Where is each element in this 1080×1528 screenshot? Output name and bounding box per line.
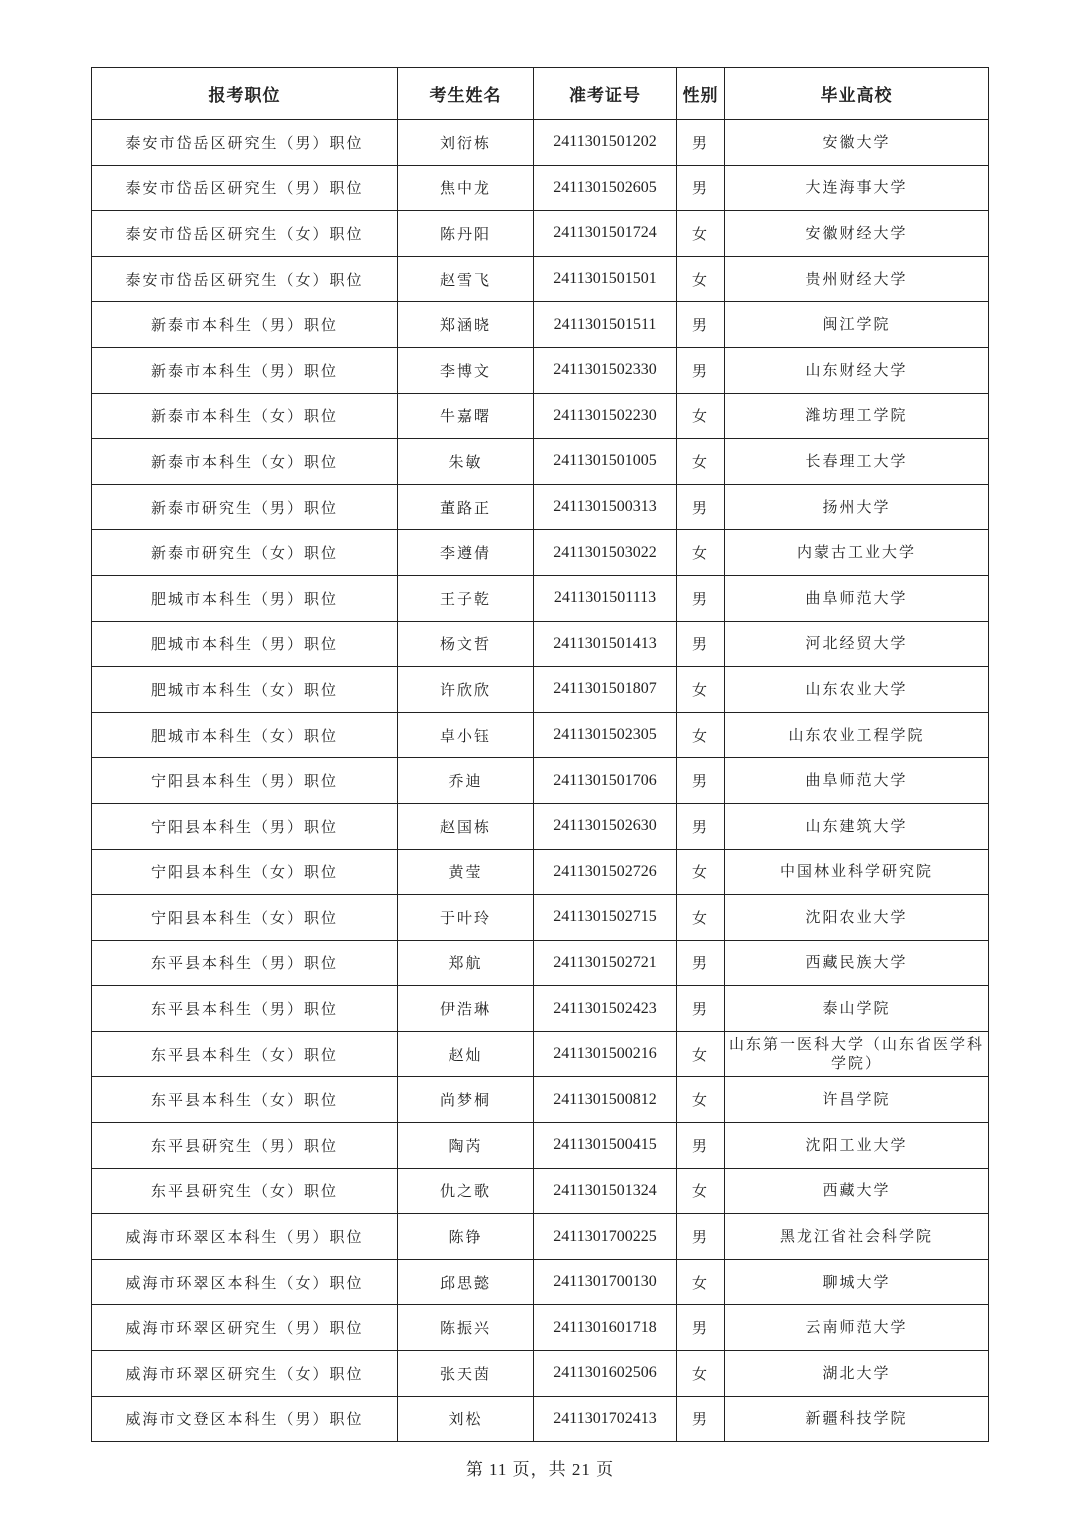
document-sheet [91,67,988,1442]
cell-gender: 男 [677,1214,725,1260]
cell-gender: 男 [677,575,725,621]
cell-position: 东平县本科生（女）职位 [92,1031,398,1077]
cell-position: 新泰市研究生（女）职位 [92,530,398,576]
candidate-table [91,67,989,1442]
table-row [92,803,989,849]
table-row [92,1396,989,1442]
table-row [92,439,989,485]
cell-school: 大连海事大学 [725,165,989,211]
cell-ticket-number: 2411301702413 [534,1396,677,1442]
cell-position: 新泰市本科生（男）职位 [92,347,398,393]
cell-ticket-number: 2411301501413 [534,621,677,667]
cell-school: 山东第一医科大学（山东省医学科学院） [725,1031,989,1077]
header-ticket-number: 准考证号 [534,68,677,120]
table-header-row [92,68,989,120]
cell-school: 沈阳工业大学 [725,1123,989,1169]
cell-school: 黑龙江省社会科学院 [725,1214,989,1260]
table-row [92,120,989,166]
header-position: 报考职位 [92,68,398,120]
cell-position: 宁阳县本科生（女）职位 [92,849,398,895]
cell-ticket-number: 2411301501807 [534,667,677,713]
cell-position: 威海市文登区本科生（男）职位 [92,1396,398,1442]
cell-ticket-number: 2411301502330 [534,347,677,393]
cell-gender: 女 [677,849,725,895]
cell-gender: 男 [677,484,725,530]
cell-school: 扬州大学 [725,484,989,530]
cell-name: 仇之歌 [398,1168,534,1214]
cell-position: 威海市环翠区研究生（男）职位 [92,1305,398,1351]
cell-gender: 女 [677,1168,725,1214]
cell-gender: 男 [677,120,725,166]
cell-name: 牛嘉曙 [398,393,534,439]
cell-gender: 男 [677,1396,725,1442]
cell-gender: 女 [677,211,725,257]
table-row [92,302,989,348]
table-row [92,621,989,667]
header-gender: 性别 [677,68,725,120]
cell-position: 东平县研究生（男）职位 [92,1123,398,1169]
table-row [92,575,989,621]
cell-position: 肥城市本科生（男）职位 [92,621,398,667]
cell-name: 董路正 [398,484,534,530]
cell-name: 伊浩琳 [398,986,534,1032]
cell-gender: 男 [677,302,725,348]
cell-position: 威海市环翠区本科生（男）职位 [92,1214,398,1260]
cell-school: 河北经贸大学 [725,621,989,667]
cell-ticket-number: 2411301501005 [534,439,677,485]
cell-school: 潍坊理工学院 [725,393,989,439]
cell-position: 泰安市岱岳区研究生（女）职位 [92,256,398,302]
cell-position: 肥城市本科生（女）职位 [92,712,398,758]
cell-position: 新泰市本科生（女）职位 [92,439,398,485]
table-row [92,758,989,804]
cell-gender: 女 [677,667,725,713]
table-row [92,1214,989,1260]
cell-name: 陈丹阳 [398,211,534,257]
cell-school: 长春理工大学 [725,439,989,485]
cell-ticket-number: 2411301501324 [534,1168,677,1214]
cell-school: 湖北大学 [725,1351,989,1397]
cell-name: 赵灿 [398,1031,534,1077]
cell-gender: 男 [677,758,725,804]
cell-gender: 男 [677,940,725,986]
cell-name: 刘松 [398,1396,534,1442]
cell-name: 李遵倩 [398,530,534,576]
table-row [92,712,989,758]
cell-gender: 女 [677,1259,725,1305]
cell-position: 宁阳县本科生（男）职位 [92,803,398,849]
header-school: 毕业高校 [725,68,989,120]
table-row [92,667,989,713]
table-row [92,484,989,530]
cell-name: 刘衍栋 [398,120,534,166]
cell-gender: 男 [677,165,725,211]
table-row [92,940,989,986]
cell-school: 西藏民族大学 [725,940,989,986]
cell-ticket-number: 2411301501501 [534,256,677,302]
cell-position: 宁阳县本科生（男）职位 [92,758,398,804]
cell-ticket-number: 2411301601718 [534,1305,677,1351]
cell-ticket-number: 2411301502605 [534,165,677,211]
cell-name: 陶芮 [398,1123,534,1169]
cell-position: 泰安市岱岳区研究生（男）职位 [92,165,398,211]
table-row [92,1123,989,1169]
cell-school: 沈阳农业大学 [725,895,989,941]
cell-position: 宁阳县本科生（女）职位 [92,895,398,941]
cell-gender: 女 [677,1031,725,1077]
cell-gender: 男 [677,1123,725,1169]
cell-position: 东平县本科生（男）职位 [92,940,398,986]
cell-gender: 男 [677,621,725,667]
cell-gender: 女 [677,895,725,941]
table-row [92,1077,989,1123]
cell-ticket-number: 2411301501724 [534,211,677,257]
cell-name: 陈铮 [398,1214,534,1260]
table-row [92,256,989,302]
cell-name: 杨文哲 [398,621,534,667]
cell-gender: 女 [677,439,725,485]
cell-ticket-number: 2411301502726 [534,849,677,895]
cell-school: 贵州财经大学 [725,256,989,302]
cell-gender: 女 [677,393,725,439]
cell-name: 赵雪飞 [398,256,534,302]
cell-name: 张天茵 [398,1351,534,1397]
table-row [92,530,989,576]
cell-school: 曲阜师范大学 [725,575,989,621]
cell-name: 赵国栋 [398,803,534,849]
cell-school: 新疆科技学院 [725,1396,989,1442]
cell-ticket-number: 2411301501511 [534,302,677,348]
cell-position: 新泰市研究生（男）职位 [92,484,398,530]
table-row [92,393,989,439]
table-row [92,165,989,211]
cell-ticket-number: 2411301500216 [534,1031,677,1077]
cell-gender: 男 [677,347,725,393]
cell-position: 新泰市本科生（女）职位 [92,393,398,439]
cell-ticket-number: 2411301501706 [534,758,677,804]
cell-ticket-number: 2411301503022 [534,530,677,576]
cell-school: 泰山学院 [725,986,989,1032]
cell-ticket-number: 2411301502423 [534,986,677,1032]
cell-name: 尚梦桐 [398,1077,534,1123]
cell-school: 安徽大学 [725,120,989,166]
cell-name: 乔迪 [398,758,534,804]
cell-school: 西藏大学 [725,1168,989,1214]
table-body [92,120,989,1442]
cell-position: 肥城市本科生（女）职位 [92,667,398,713]
cell-school: 山东建筑大学 [725,803,989,849]
table-row [92,895,989,941]
page-number-footer: 第 11 页，共 21 页 [465,1460,615,1479]
cell-ticket-number: 2411301502721 [534,940,677,986]
cell-school: 云南师范大学 [725,1305,989,1351]
cell-gender: 女 [677,1077,725,1123]
cell-gender: 女 [677,712,725,758]
cell-gender: 女 [677,1351,725,1397]
cell-ticket-number: 2411301502715 [534,895,677,941]
table-row [92,1259,989,1305]
cell-name: 李博文 [398,347,534,393]
cell-ticket-number: 2411301700130 [534,1259,677,1305]
cell-school: 山东财经大学 [725,347,989,393]
cell-position: 东平县研究生（女）职位 [92,1168,398,1214]
cell-school: 山东农业工程学院 [725,712,989,758]
cell-gender: 女 [677,530,725,576]
table-row [92,986,989,1032]
cell-ticket-number: 2411301500313 [534,484,677,530]
table-row [92,1305,989,1351]
cell-position: 新泰市本科生（男）职位 [92,302,398,348]
cell-ticket-number: 2411301500415 [534,1123,677,1169]
table-row [92,211,989,257]
cell-school: 山东农业大学 [725,667,989,713]
cell-position: 东平县本科生（女）职位 [92,1077,398,1123]
cell-ticket-number: 2411301700225 [534,1214,677,1260]
cell-position: 泰安市岱岳区研究生（男）职位 [92,120,398,166]
cell-ticket-number: 2411301502230 [534,393,677,439]
cell-gender: 男 [677,986,725,1032]
cell-name: 王子乾 [398,575,534,621]
table-row [92,849,989,895]
cell-school: 中国林业科学研究院 [725,849,989,895]
table-row [92,1168,989,1214]
cell-name: 于叶玲 [398,895,534,941]
cell-ticket-number: 2411301500812 [534,1077,677,1123]
cell-ticket-number: 2411301502630 [534,803,677,849]
cell-position: 肥城市本科生（男）职位 [92,575,398,621]
cell-gender: 男 [677,803,725,849]
cell-gender: 女 [677,256,725,302]
cell-ticket-number: 2411301501202 [534,120,677,166]
cell-name: 许欣欣 [398,667,534,713]
cell-name: 陈振兴 [398,1305,534,1351]
cell-school: 许昌学院 [725,1077,989,1123]
cell-position: 泰安市岱岳区研究生（女）职位 [92,211,398,257]
cell-position: 威海市环翠区研究生（女）职位 [92,1351,398,1397]
cell-school: 曲阜师范大学 [725,758,989,804]
cell-school: 安徽财经大学 [725,211,989,257]
cell-school: 聊城大学 [725,1259,989,1305]
table-row [92,347,989,393]
cell-ticket-number: 2411301602506 [534,1351,677,1397]
table-row [92,1031,989,1077]
cell-name: 郑涵晓 [398,302,534,348]
header-name: 考生姓名 [398,68,534,120]
cell-name: 焦中龙 [398,165,534,211]
cell-position: 威海市环翠区本科生（女）职位 [92,1259,398,1305]
cell-position: 东平县本科生（男）职位 [92,986,398,1032]
cell-name: 黄莹 [398,849,534,895]
cell-ticket-number: 2411301502305 [534,712,677,758]
cell-name: 朱敏 [398,439,534,485]
cell-name: 卓小钰 [398,712,534,758]
table-row [92,1351,989,1397]
cell-name: 邱思懿 [398,1259,534,1305]
cell-gender: 男 [677,1305,725,1351]
cell-ticket-number: 2411301501113 [534,575,677,621]
cell-school: 内蒙古工业大学 [725,530,989,576]
cell-school: 闽江学院 [725,302,989,348]
cell-name: 郑航 [398,940,534,986]
